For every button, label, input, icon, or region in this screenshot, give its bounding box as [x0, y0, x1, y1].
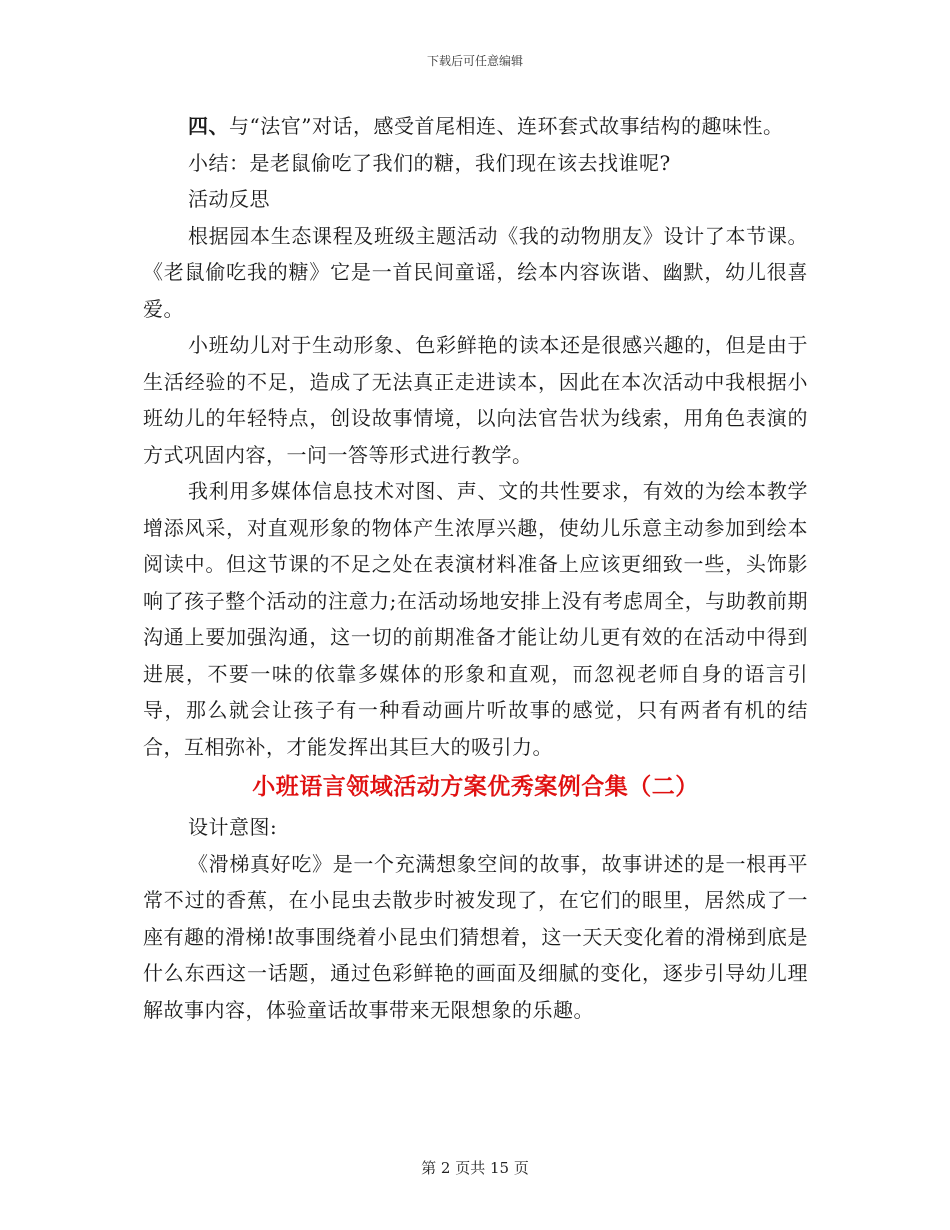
reflection-heading: 活动反思	[188, 187, 270, 211]
document-body	[143, 108, 808, 1028]
reflection-paragraph-2: 小班幼儿对于生动形象、色彩鲜艳的读本还是很感兴趣的，但是由于生活经验的不足，造成了无法真正走进读本，因此在本次活动中我根据小班幼儿的年轻特点，创设故事情境，以向法官告状为线索，用角色表演的方式巩固内容，一问一答等形式进行教学。	[143, 333, 808, 467]
design-intent-paragraph: 《滑梯真好吃》是一个充满想象空间的故事，故事讲述的是一根再平常不过的香蕉，在小昆虫去散步时被发现了，在它们的眼里，居然成了一座有趣的滑梯!故事围绕着小昆虫们猜想着，这一天天变化着的滑梯到底是什么东西这一话题，通过色彩鲜艳的画面及细腻的变化，逐步引导幼儿理解故事内容，体验童话故事带来无限想象的乐趣。	[143, 851, 808, 1022]
reflection-paragraph-1: 根据园本生态课程及班级主题活动《我的动物朋友》设计了本节课。《老鼠偷吃我的糖》它是一首民间童谣，绘本内容诙谐、幽默，幼儿很喜爱。	[143, 223, 808, 321]
summary-paragraph: 小结：是老鼠偷吃了我们的糖，我们现在该去找谁呢?	[188, 150, 671, 175]
section-four-number: 四、	[188, 114, 229, 138]
section-four-heading	[143, 108, 808, 145]
reflection-paragraph-3: 我利用多媒体信息技术对图、声、文的共性要求，有效的为绘本教学增添风采，对直观形象的物体产生浓厚兴趣，使幼儿乐意主动参加到绘本阅读中。但这节课的不足之处在表演材料准备上应该更细致一些，头饰影响了孩子整个活动的注意力;在活动场地安排上没有考虑周全，与助教前期沟通上要加强沟通，这一切的前期准备才能让幼儿更有效的在活动中得到进展，不要一味的依靠多媒体的形象和直观，而忽视老师自身的语言引导，那么就会让孩子有一种看动画片听故事的感觉，只有两者有机的结合，互相弥补，才能发挥出其巨大的吸引力。	[143, 479, 808, 759]
page-header: 下载后可任意编辑	[426, 54, 523, 68]
section-four-text: 与“法官”对话，感受首尾相连、连环套式故事结构的趣味性。	[229, 114, 784, 138]
section-title: 小班语言领域活动方案优秀案例合集（二）	[252, 773, 699, 800]
page-footer: 第 2 页共 15 页	[421, 1159, 529, 1177]
design-intent-heading: 设计意图:	[188, 815, 278, 839]
